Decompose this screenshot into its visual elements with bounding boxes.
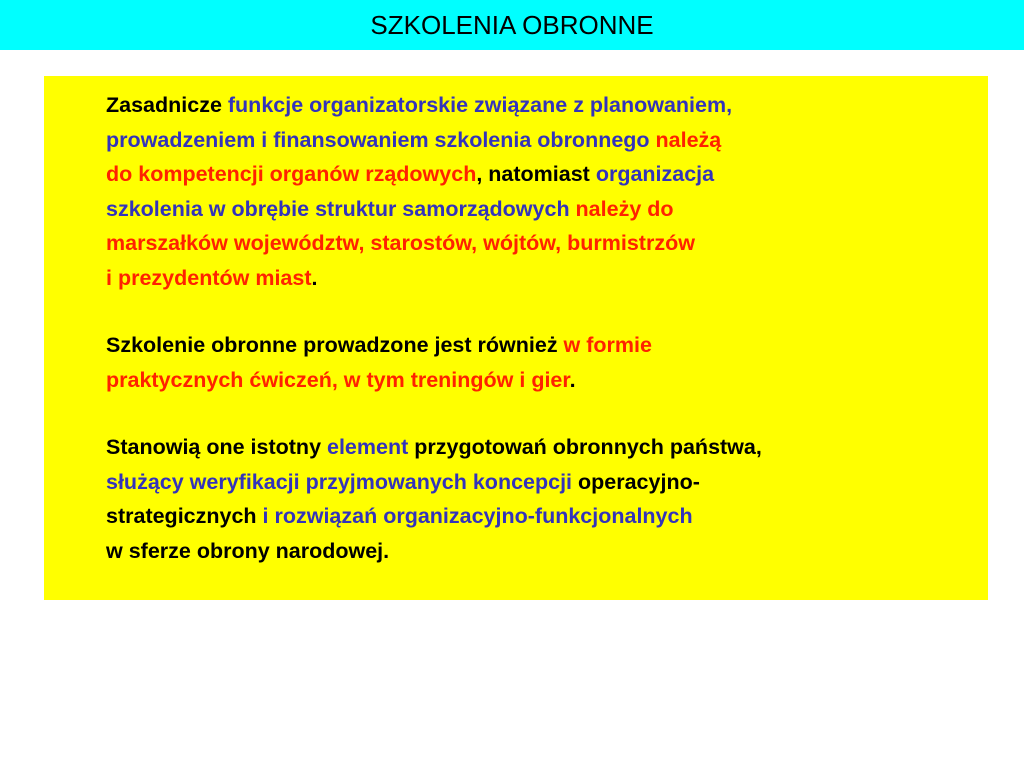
text-segment: prowadzeniem i finansowaniem szkolenia obronnego xyxy=(106,127,656,152)
text-segment: Szkolenie obronne prowadzone jest również xyxy=(106,333,564,357)
text-segment: służący weryfikacji przyjmowanych koncepcji xyxy=(106,469,573,494)
text-segment: Zasadnicze xyxy=(106,93,228,117)
text-line xyxy=(106,465,978,500)
text-line xyxy=(106,430,978,465)
paragraph-organizational-functions xyxy=(106,88,978,295)
content-box xyxy=(44,76,988,600)
title-bar xyxy=(0,0,1024,50)
paragraph-training-forms xyxy=(106,328,978,397)
text-line xyxy=(106,499,978,534)
text-line xyxy=(106,363,978,398)
text-segment: , natomiast xyxy=(476,162,596,186)
text-segment: należą xyxy=(655,127,722,152)
text-segment: element xyxy=(327,435,409,459)
text-segment: do kompetencji organów rządowych xyxy=(106,162,477,186)
text-segment: . xyxy=(311,265,318,290)
text-segment: w sferze obrony narodowej. xyxy=(106,538,390,563)
text-segment: organizacja xyxy=(595,162,715,186)
text-segment: należy do xyxy=(575,196,674,221)
text-segment: i rozwiązań organizacyjno-funkcjonalnych xyxy=(256,504,693,528)
text-segment: strategicznych xyxy=(106,504,257,528)
paragraph-defense-preparation xyxy=(106,430,978,568)
text-line xyxy=(106,88,978,123)
text-line xyxy=(106,226,978,261)
text-segment: przygotowań obronnych państwa, xyxy=(408,435,762,459)
text-line xyxy=(106,261,978,296)
text-line xyxy=(106,157,978,192)
text-segment: praktycznych ćwiczeń, w tym treningów i gier xyxy=(106,367,570,392)
text-segment: szkolenia w obrębie struktur samorządowych xyxy=(106,196,576,221)
text-line xyxy=(106,328,978,363)
text-segment: w formie xyxy=(563,333,652,357)
text-segment: . xyxy=(569,367,576,392)
text-line xyxy=(106,534,978,569)
text-line xyxy=(106,123,978,158)
text-segment: operacyjno- xyxy=(572,469,700,494)
page-title: SZKOLENIA OBRONNE xyxy=(370,10,654,40)
text-segment: funkcje organizatorskie związane z planowaniem, xyxy=(227,93,733,117)
text-line xyxy=(106,192,978,227)
text-segment: Stanowią one istotny xyxy=(106,435,327,459)
text-segment: i prezydentów miast xyxy=(106,265,312,290)
text-segment: marszałków województw, starostów, wójtów, burmistrzów xyxy=(106,231,695,255)
